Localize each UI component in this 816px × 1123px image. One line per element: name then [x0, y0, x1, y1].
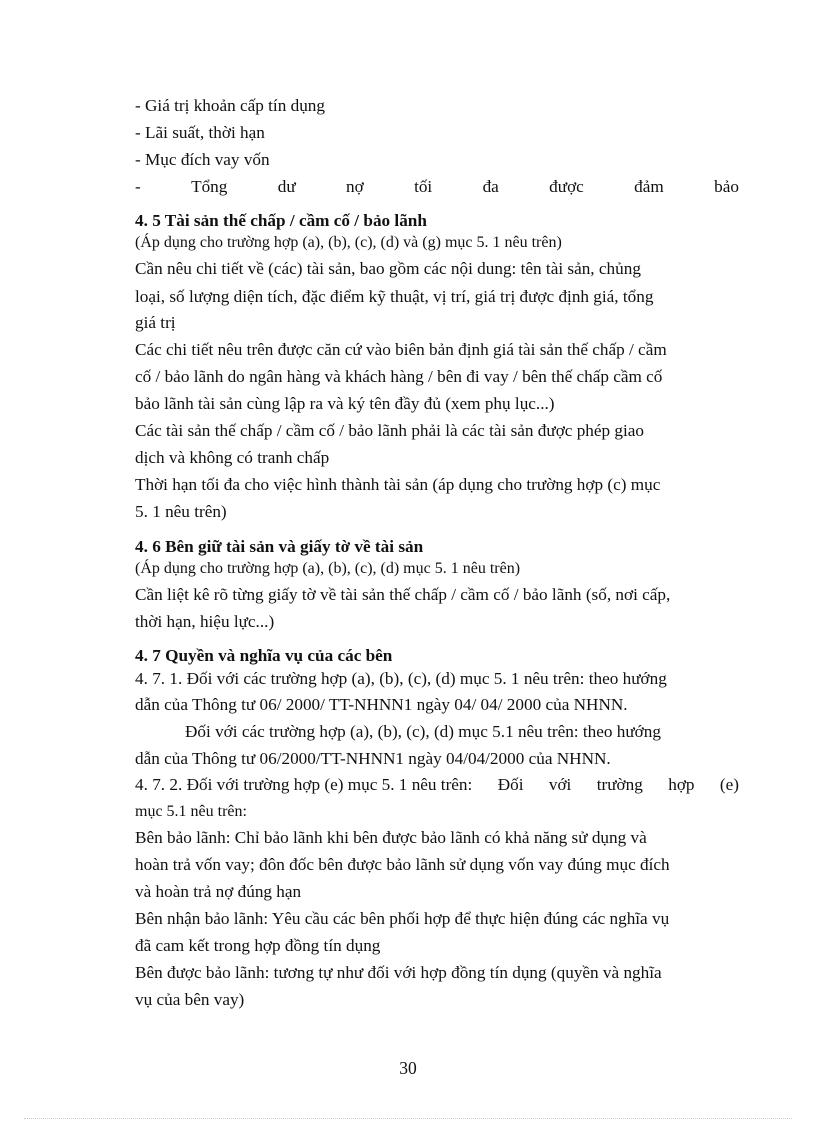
heading-4-6: 4. 6 Bên giữ tài sản và giấy tờ về tài sản: [135, 537, 424, 556]
justified-word: 4. 7. 2. Đối với trường hợp (e) mục 5. 1 nêu trên:: [135, 775, 473, 794]
paragraph-line: Bên nhận bảo lãnh: Yêu cầu các bên phối hợp để thực hiện đúng các nghĩa vụ: [135, 909, 670, 928]
bullet-loan-purpose: - Mục đích vay vốn: [135, 150, 270, 169]
paragraph-line: Bên được bảo lãnh: tương tự như đối với hợp đồng tín dụng (quyền và nghĩa: [135, 963, 662, 982]
justified-word: tối: [414, 177, 433, 196]
paragraph-line: mục 5.1 nêu trên:: [135, 803, 247, 820]
justified-word: Tổng: [191, 177, 228, 196]
justified-word: Đối: [497, 775, 524, 794]
paragraph-line: dịch và không có tranh chấp: [135, 448, 330, 467]
paragraph-line: bảo lãnh tài sản cùng lập ra và ký tên đầy đủ (xem phụ lục...): [135, 394, 555, 413]
paragraph-line: và hoàn trả nợ đúng hạn: [135, 882, 302, 901]
note-4-6: (Áp dụng cho trường hợp (a), (b), (c), (d) mục 5. 1 nêu trên): [135, 560, 521, 577]
paragraph-line: Các tài sản thế chấp / cầm cố / bảo lãnh phải là các tài sản được phép giao: [135, 421, 645, 440]
paragraph-line: cố / bảo lãnh do ngân hàng và khách hàng / bên đi vay / bên thế chấp cầm cố: [135, 367, 663, 386]
justified-word: đa: [482, 177, 499, 196]
bullet-total-debt: [135, 176, 739, 198]
justified-word: -: [135, 177, 141, 196]
case-e-line: [135, 774, 739, 796]
justified-word: nợ: [346, 177, 364, 196]
justified-word: hợp: [668, 775, 695, 794]
paragraph-line: hoàn trả vốn vay; đôn đốc bên được bảo lãnh sử dụng vốn vay đúng mục đích: [135, 855, 670, 874]
justified-word: (e): [719, 775, 739, 794]
paragraph-line: Bên bảo lãnh: Chỉ bảo lãnh khi bên được bảo lãnh có khả năng sử dụng và: [135, 828, 647, 847]
justified-word: đảm: [634, 177, 664, 196]
justified-word: dư: [277, 177, 296, 196]
justified-word: với: [548, 775, 572, 794]
heading-4-7: 4. 7 Quyền và nghĩa vụ của các bên: [135, 646, 393, 665]
paragraph-line: Các chi tiết nêu trên được căn cứ vào biên bản định giá tài sản thế chấp / cầm: [135, 340, 667, 359]
paragraph-line: 4. 7. 1. Đối với các trường hợp (a), (b), (c), (d) mục 5. 1 nêu trên: theo hướng: [135, 669, 667, 688]
paragraph-line: Cần liệt kê rõ từng giấy tờ về tài sản thế chấp / cầm cố / bảo lãnh (số, nơi cấp,: [135, 585, 671, 604]
paragraph-line: vụ của bên vay): [135, 990, 245, 1009]
paragraph-line: dẫn của Thông tư 06/2000/TT-NHNN1 ngày 04/04/2000 của NHNN.: [135, 749, 611, 768]
paragraph-line: Cần nêu chi tiết về (các) tài sản, bao gồm các nội dung: tên tài sản, chủng: [135, 259, 641, 278]
justified-word: được: [549, 177, 584, 196]
heading-4-5: 4. 5 Tài sản thế chấp / cầm cố / bảo lãnh: [135, 211, 427, 230]
paragraph-line: dẫn của Thông tư 06/ 2000/ TT-NHNN1 ngày 04/ 04/ 2000 của NHNN.: [135, 695, 628, 714]
justified-word: trường: [596, 775, 643, 794]
paragraph-line: Đối với các trường hợp (a), (b), (c), (d) mục 5.1 nêu trên: theo hướng: [185, 722, 661, 741]
paragraph-line: loại, số lượng diện tích, đặc điểm kỹ thuật, vị trí, giá trị được định giá, tổng: [135, 287, 654, 306]
note-4-5: (Áp dụng cho trường hợp (a), (b), (c), (d) và (g) mục 5. 1 nêu trên): [135, 234, 562, 251]
bullet-credit-value: - Giá trị khoản cấp tín dụng: [135, 96, 325, 115]
footer-divider: [24, 1118, 792, 1119]
paragraph-line: thời hạn, hiệu lực...): [135, 612, 275, 631]
paragraph-line: 5. 1 nêu trên): [135, 502, 227, 521]
page-number: 30: [399, 1058, 417, 1078]
paragraph-line: giá trị: [135, 313, 176, 332]
justified-word: bảo: [714, 177, 739, 196]
paragraph-line: Thời hạn tối đa cho việc hình thành tài sản (áp dụng cho trường hợp (c) mục: [135, 475, 661, 494]
bullet-interest-term: - Lãi suất, thời hạn: [135, 123, 265, 142]
paragraph-line: đã cam kết trong hợp đồng tín dụng: [135, 936, 381, 955]
